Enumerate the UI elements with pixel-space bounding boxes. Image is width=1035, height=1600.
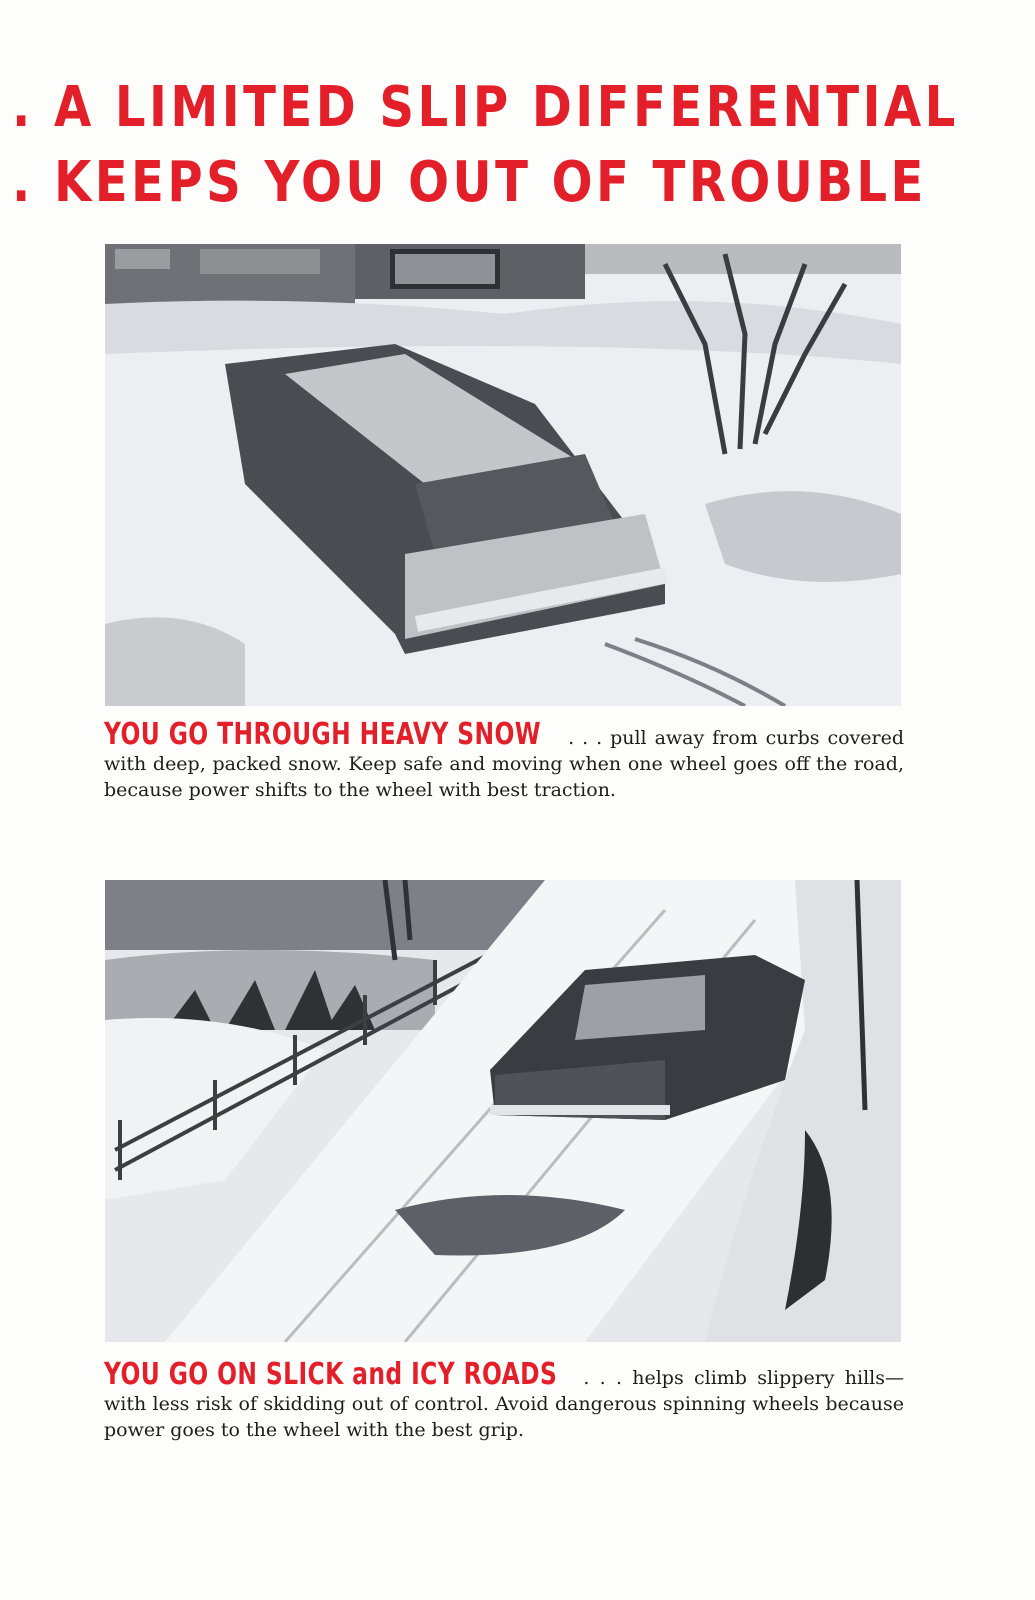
caption-heavy-snow (104, 717, 904, 803)
headline-line-2: . KEEPS YOU OUT OF TROUBLE (12, 150, 927, 215)
caption-icy-roads (104, 1357, 904, 1443)
caption-lead-icy-roads: YOU GO ON SLICK and ICY ROADS (104, 1357, 558, 1392)
illustration-sedan-icy-road (105, 880, 901, 1342)
caption-body-icy-roads: . . . helps climb slippery hills—with less risk of skidding out of control. Avoid dangerous spinning wheels because power goes to the wheel with the best grip. (104, 1367, 904, 1441)
illustration-station-wagon-snow (105, 244, 901, 706)
headline-line-1: . A LIMITED SLIP DIFFERENTIAL (12, 75, 959, 140)
caption-lead-heavy-snow: YOU GO THROUGH HEAVY SNOW (104, 717, 541, 752)
caption-body-heavy-snow: . . . pull away from curbs covered with deep, packed snow. Keep safe and moving when one wheel goes off the road, because power shifts to the wheel with best traction. (104, 727, 904, 801)
